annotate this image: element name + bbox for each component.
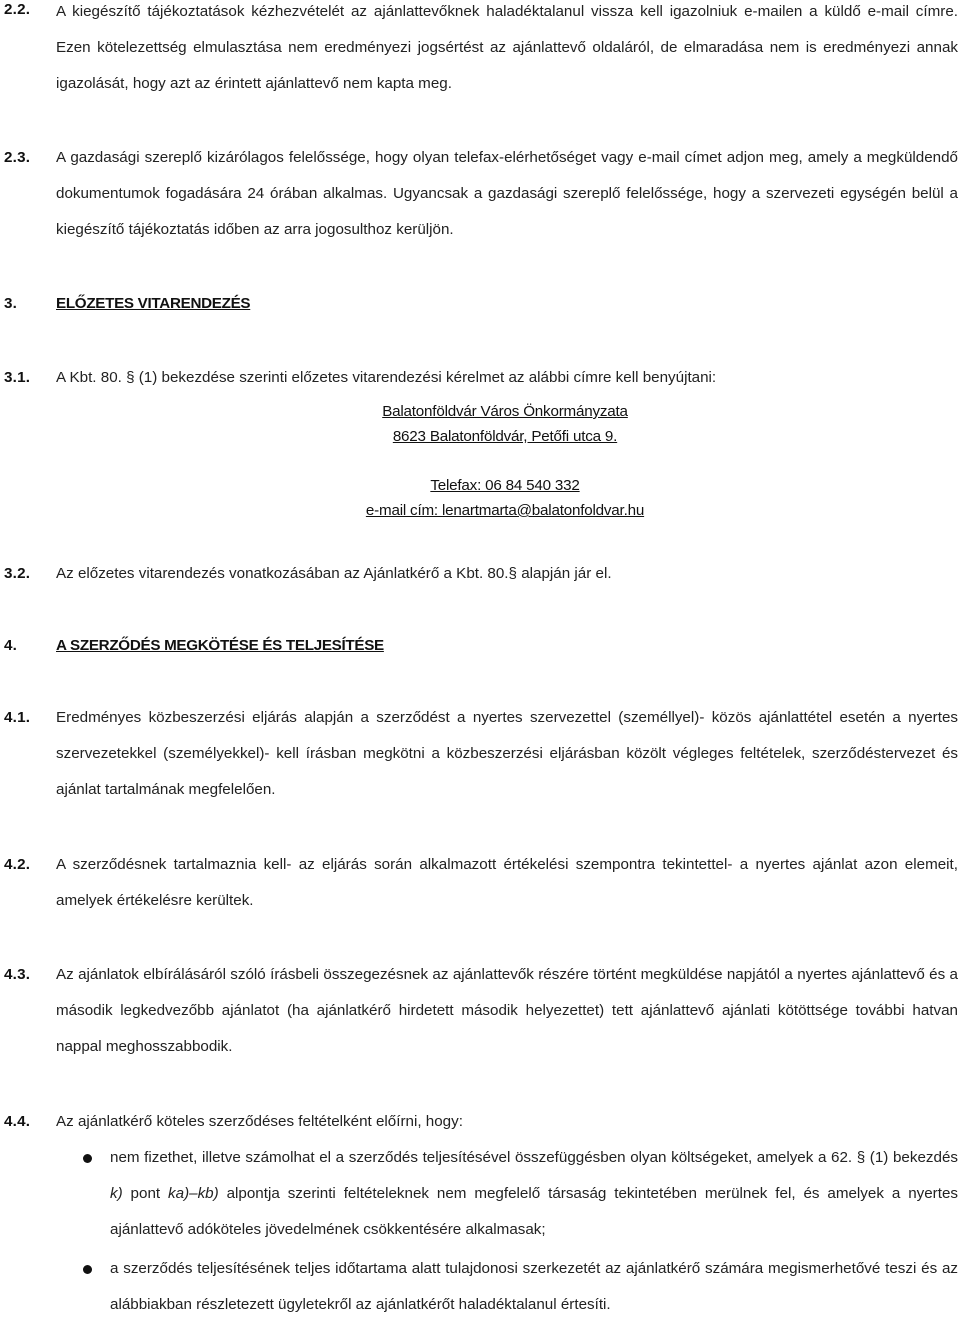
section-number: 4. xyxy=(4,637,18,654)
bullet-text xyxy=(110,1140,958,1248)
section-text: A gazdasági szereplő kizárólagos felelőssége, hogy olyan telefax-elérhetőséget vagy e-mail címet adjon meg, amely a megküldendő dokumentumok fogadására 24 órában alkalmas. Ugyancsak a gazdasági szereplő felelőssége, hogy a szervezeti egységén belül a kiegészítő tájékoztatás időben az arra jogosulthoz kerüljön. xyxy=(56,149,958,238)
section-number: 4.1. xyxy=(4,709,31,726)
address-fax: Telefax: 06 84 540 332 xyxy=(430,477,580,494)
bullet-text-part: nem fizethet, illetve számolhat el a szerződés teljesítésével összefüggésben olyan költségeket, amelyek a 62. § (1) bekezdés xyxy=(110,1149,958,1166)
bullet-text: a szerződés teljesítésének teljes időtartama alatt tulajdonosi szerkezetét az ajánlatkérő számára megismerhetővé teszi és az alábbiakban részletezett ügyletekről az ajánlatkérőt haladéktalanul értesíti. xyxy=(110,1260,958,1313)
address-street: 8623 Balatonföldvár, Petőfi utca 9. xyxy=(392,428,618,445)
bullet-text-part: pont xyxy=(122,1185,169,1202)
bullet-icon xyxy=(83,1265,92,1274)
section-text: A Kbt. 80. § (1) bekezdése szerinti előzetes vitarendezési kérelmet az alábbi címre kell benyújtani: xyxy=(56,369,717,386)
bullet-icon xyxy=(83,1154,92,1163)
section-text: Eredményes közbeszerzési eljárás alapján a szerződést a nyertes szervezettel (személlyel)- közös ajánlattétel esetén a nyertes szervezetekkel (személyekkel)- kell írásban megkötni a közbeszerzési eljárásban közölt végleges feltételek, szerződéstervezet és ajánlat tartalmának megfelelően. xyxy=(56,709,958,798)
address-email: e-mail cím: lenartmarta@balatonfoldvar.hu xyxy=(365,502,645,519)
section-number: 2.3. xyxy=(4,149,31,166)
section-text: A szerződésnek tartalmaznia kell- az eljárás során alkalmazott értékelési szempontra tekintettel- a nyertes ajánlat azon elemeit, amelyek értékelésre kerültek. xyxy=(56,856,958,909)
address-name: Balatonföldvár Város Önkormányzata xyxy=(382,403,628,420)
section-title: A SZERZŐDÉS MEGKÖTÉSE ÉS TELJESÍTÉSE xyxy=(56,637,384,654)
section-number: 3.1. xyxy=(4,369,31,386)
section-number: 2.2. xyxy=(4,1,31,18)
section-text: Az ajánlatkérő köteles szerződéses feltételként előírni, hogy: xyxy=(56,1113,463,1130)
section-text: A kiegészítő tájékoztatások kézhezvételét az ajánlattevőknek haladéktalanul vissza kell igazolniuk e-mailen a küldő e-mail címre. Ezen kötelezettség elmulasztása nem eredményezi jogsértést az ajánlattevő oldaláról, de elmaradása nem is eredményezi annak igazolását, hogy azt az érintett ajánlattevő nem kapta meg. xyxy=(56,3,958,92)
section-text: Az előzetes vitarendezés vonatkozásában az Ajánlatkérő a Kbt. 80.§ alapján jár el. xyxy=(56,565,612,582)
section-number: 3. xyxy=(4,295,18,312)
section-number: 4.2. xyxy=(4,856,31,873)
bullet-text-italic: ka)–kb) xyxy=(168,1185,219,1202)
bullet-text-italic: k) xyxy=(110,1185,123,1202)
section-number: 4.4. xyxy=(4,1113,31,1130)
section-number: 4.3. xyxy=(4,966,31,983)
section-text: Az ajánlatok elbírálásáról szóló írásbeli összegezésnek az ajánlattevők részére történt megküldése napjától a nyertes ajánlattevő és a második legkedvezőbb ajánlatot (ha ajánlatkérő hirdetett második helyezettet) tett ajánlattevő ajánlati kötöttsége további hatvan nappal meghosszabbodik. xyxy=(56,966,958,1055)
section-title: ELŐZETES VITARENDEZÉS xyxy=(56,295,251,312)
section-number: 3.2. xyxy=(4,565,31,582)
bullet-text-part: alpontja szerinti feltételeknek nem megfelelő társaság tekintetében merülnek fel, és amelyek a nyertes ajánlattevő adóköteles jövedelmének csökkentésére alkalmasak; xyxy=(110,1185,958,1238)
